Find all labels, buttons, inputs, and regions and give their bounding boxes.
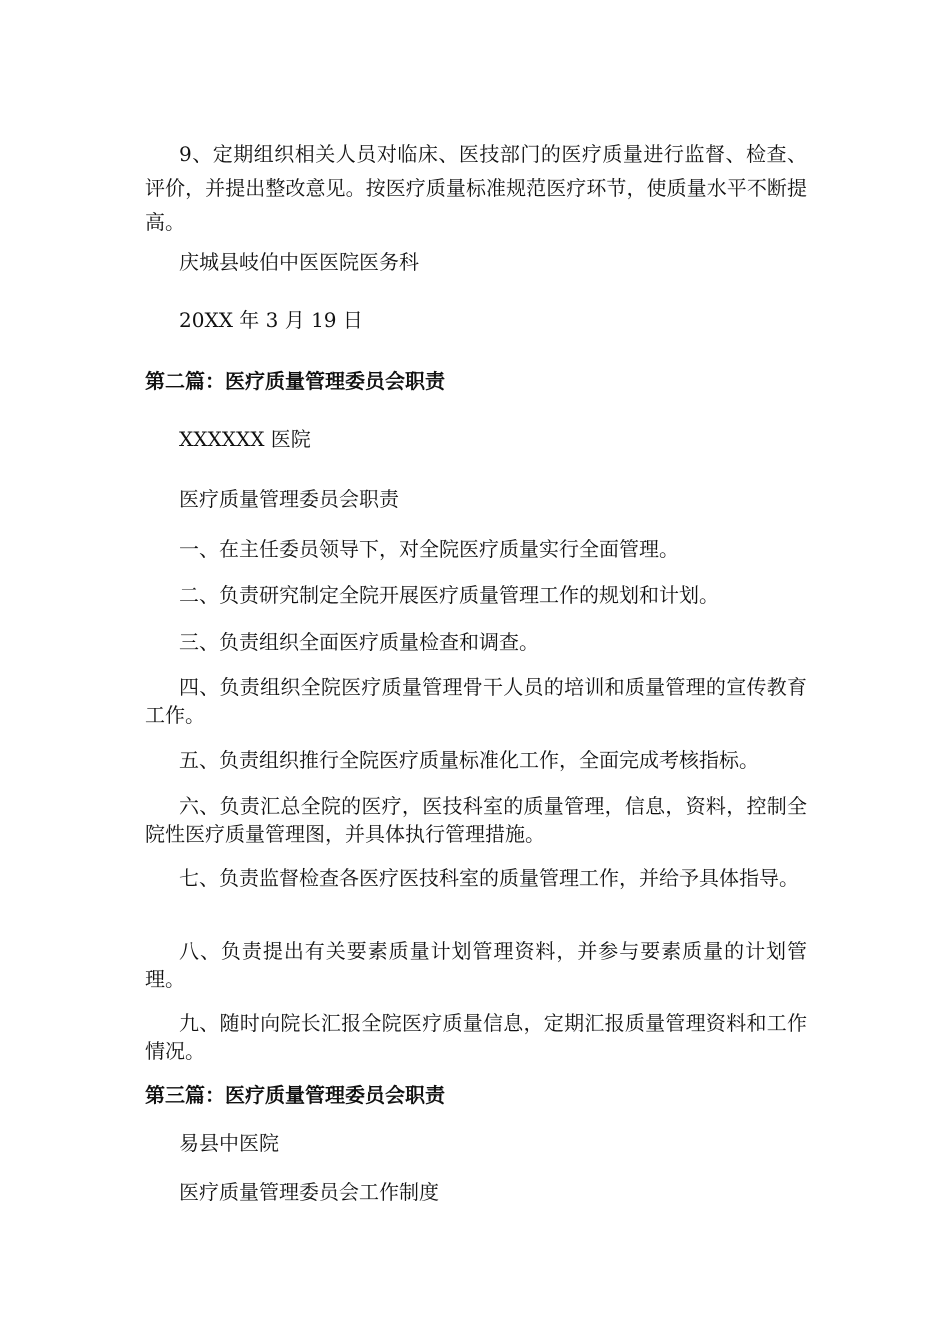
subtitle-3: 医疗质量管理委员会工作制度 [179,1180,439,1204]
date-line: 20XX 年 3 月 19 日 [179,308,363,332]
hospital-name-2: XXXXXX 医院 [179,427,311,451]
duty-item-3: 三、负责组织全面医疗质量检查和调查。 [179,630,539,654]
duty-item-1: 一、在主任委员领导下，对全院医疗质量实行全面管理。 [179,537,679,561]
duty-item-4: 四、负责组织全院医疗质量管理骨干人员的培训和质量管理的宣传教育工作。 [145,675,807,727]
paragraph-item-9: 9、定期组织相关人员对临床、医技部门的医疗质量进行监督、检查、评价，并提出整改意见。按医疗质量标准规范医疗环节，使质量水平不断提高。 [145,142,807,234]
hospital-name-3: 易县中医院 [179,1131,279,1155]
section-heading-2: 第二篇：医疗质量管理委员会职责 [145,369,445,393]
section-heading-3: 第三篇：医疗质量管理委员会职责 [145,1083,445,1107]
subtitle-2: 医疗质量管理委员会职责 [179,487,399,511]
organization-line: 庆城县岐伯中医医院医务科 [179,250,419,274]
duty-item-2: 二、负责研究制定全院开展医疗质量管理工作的规划和计划。 [179,583,719,607]
duty-item-5: 五、负责组织推行全院医疗质量标准化工作，全面完成考核指标。 [179,748,759,772]
duty-item-8: 八、负责提出有关要素质量计划管理资料，并参与要素质量的计划管理。 [145,939,807,991]
duty-item-7: 七、负责监督检查各医疗医技科室的质量管理工作，并给予具体指导。 [179,866,799,890]
duty-item-9: 九、随时向院长汇报全院医疗质量信息，定期汇报质量管理资料和工作情况。 [145,1011,807,1063]
duty-item-6: 六、负责汇总全院的医疗，医技科室的质量管理，信息，资料，控制全院性医疗质量管理图，并具体执行管理措施。 [145,794,807,846]
